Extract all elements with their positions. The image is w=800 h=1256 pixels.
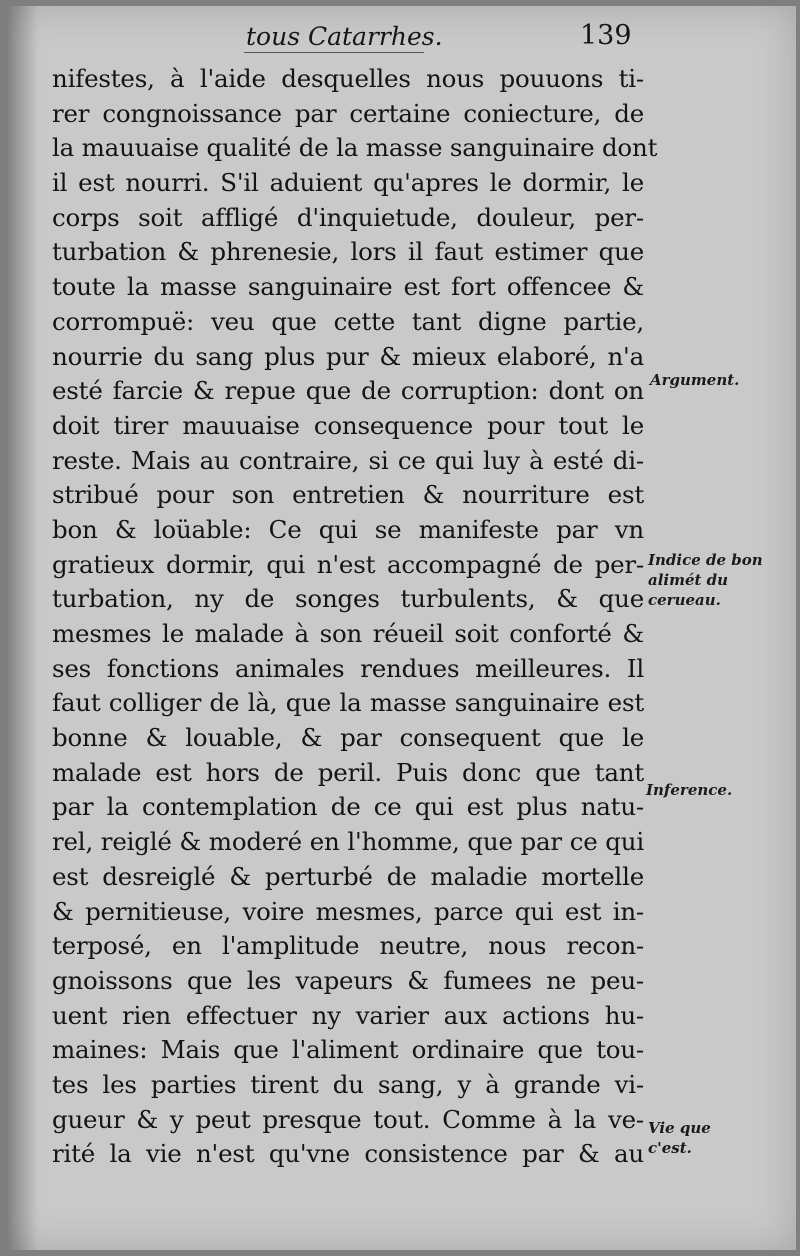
- margin-note-inference: Inference.: [646, 781, 733, 799]
- text-line: gnoissons que les vapeurs & fumees ne peu-: [52, 965, 644, 995]
- text-line: reste. Mais au contraire, si ce qui luy à esté di-: [52, 445, 644, 475]
- text-line: corrompuë: veu que cette tant digne partie,: [52, 306, 644, 336]
- page-header: [8, 18, 796, 58]
- text-line: nourrie du sang plus pur & mieux elaboré, n'a: [52, 341, 644, 371]
- text-line: est desreiglé & perturbé de maladie mortelle: [52, 861, 644, 891]
- margin-note-argument: Argument.: [650, 371, 740, 389]
- text-line: gratieux dormir, qui n'est accompagné de per-: [52, 549, 644, 579]
- page-number: 139: [580, 20, 632, 51]
- book-page: [8, 6, 796, 1250]
- text-line: malade est hors de peril. Puis donc que tant: [52, 757, 644, 787]
- text-line: mesmes le malade à son réueil soit conforté &: [52, 619, 644, 648]
- text-line: bonne & louable, & par consequent que le: [52, 723, 644, 753]
- text-line: rer congnoissance par certaine coniecture, de: [52, 98, 644, 128]
- text-line: uent rien effectuer ny varier aux actions hu-: [52, 1000, 644, 1030]
- text-line: nifestes, à l'aide desquelles nous pouuons ti-: [52, 64, 644, 93]
- text-line: gueur & y peut presque tout. Comme à la ve-: [52, 1104, 644, 1134]
- text-line: toute la masse sanguinaire est fort offencee &: [52, 272, 644, 302]
- margin-note-indice: Indice de bon alimét du cerueau.: [648, 551, 763, 609]
- text-line: la mauuaise qualité de la masse sanguinaire dont: [52, 133, 658, 163]
- text-line: ses fonctions animales rendues meilleures. Il: [52, 653, 644, 683]
- text-line: stribué pour son entretien & nourriture est: [52, 480, 644, 510]
- running-head: tous Catarrhes.: [246, 22, 443, 51]
- text-line: tes les parties tirent du sang, y à grande vi-: [52, 1069, 644, 1099]
- text-line: par la contemplation de ce qui est plus natu-: [52, 792, 644, 822]
- text-line: doit tirer mauuaise consequence pour tout le: [52, 410, 644, 440]
- header-rule: [244, 52, 424, 53]
- text-line: terposé, en l'amplitude neutre, nous recon-: [52, 931, 644, 961]
- text-line: rel, reiglé & moderé en l'homme, que par ce qui: [52, 827, 644, 857]
- text-line: esté farcie & repue que de corruption: dont on: [52, 376, 644, 406]
- text-line: & pernitieuse, voire mesmes, parce qui est in-: [52, 896, 644, 926]
- text-line: rité la vie n'est qu'vne consistence par & au: [52, 1139, 644, 1169]
- text-line: il est nourri. S'il aduient qu'apres le dormir, le: [52, 168, 644, 198]
- text-line: corps soit affligé d'inquietude, douleur, per-: [52, 202, 644, 232]
- text-line: faut colliger de là, que la masse sanguinaire est: [52, 688, 644, 718]
- page-gutter-shadow: [8, 6, 38, 1250]
- body-text: [52, 62, 658, 1172]
- text-line: bon & loüable: Ce qui se manifeste par vn: [52, 514, 644, 544]
- margin-note-vie: Vie que c'est.: [648, 1119, 711, 1157]
- text-line: turbation & phrenesie, lors il faut estimer que: [52, 237, 644, 267]
- text-line: turbation, ny de songes turbulents, & que: [52, 584, 644, 614]
- text-line: maines: Mais que l'aliment ordinaire que tou-: [52, 1035, 644, 1065]
